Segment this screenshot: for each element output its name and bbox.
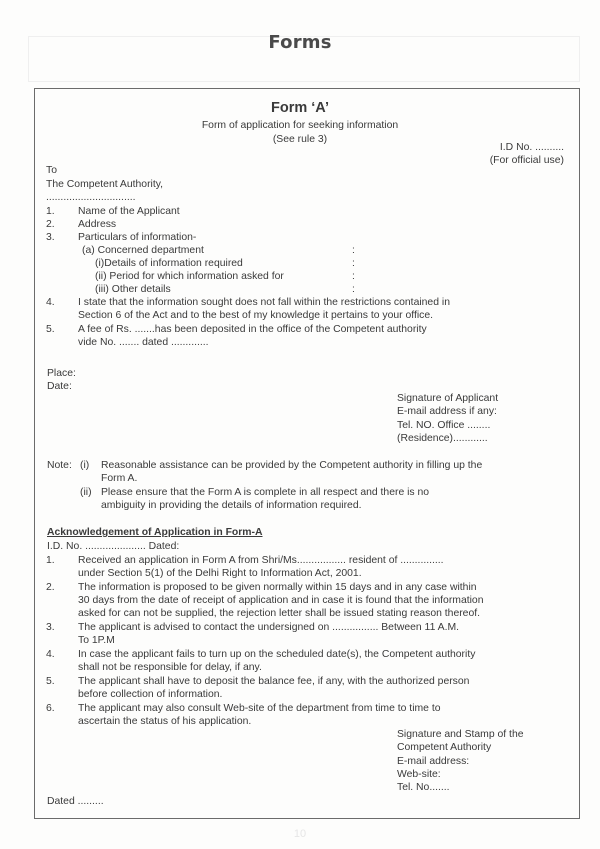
- to-label: To: [46, 165, 57, 176]
- item-number: 1.: [46, 555, 55, 566]
- subitem-other: (iii) Other details: [95, 284, 171, 295]
- note-number: (ii): [80, 487, 92, 498]
- note-2-line2: ambiguity in providing the details of information required.: [101, 500, 362, 511]
- ack-2-line2: 30 days from the date of receipt of application and in case it is found that the information: [78, 595, 484, 606]
- note-1-line2: Form A.: [101, 473, 138, 484]
- acknowledgement-heading: Acknowledgement of Application in Form-A: [47, 527, 263, 538]
- authority-email: E-mail address:: [397, 756, 470, 767]
- place-label: Place:: [47, 368, 76, 379]
- subitem-colon: :: [352, 284, 355, 295]
- date-label: Date:: [47, 381, 72, 392]
- ack-4-line1: In case the applicant fails to turn up on the scheduled date(s), the Competent authority: [78, 649, 476, 660]
- subitem-period: (ii) Period for which information asked for: [95, 271, 284, 282]
- item-number: 2.: [46, 582, 55, 593]
- id-number-field: I.D No. ..........: [499, 142, 564, 153]
- subitem-details: (i)Details of information required: [95, 258, 243, 269]
- ack-1-line1: Received an application in Form A from Shri/Ms................. resident of ...............: [78, 555, 444, 566]
- addressee-line: ...............................: [46, 192, 136, 203]
- ack-6-line1: The applicant may also consult Web-site of the department from time to time to: [78, 703, 441, 714]
- item-number: 3.: [46, 232, 55, 243]
- tel-office: Tel. NO. Office ........: [397, 420, 491, 431]
- page-title: Forms: [268, 32, 332, 53]
- note-2-line1: Please ensure that the Form A is complete in all respect and there is no: [101, 487, 430, 498]
- item-number: 3.: [46, 622, 55, 633]
- official-use-label: (For official use): [489, 155, 564, 166]
- authority-website: Web-site:: [397, 769, 441, 780]
- note-label: Note:: [47, 460, 72, 471]
- item-number: 2.: [46, 219, 55, 230]
- item5-line1: A fee of Rs. .......has been deposited in the office of the Competent authority: [78, 324, 427, 335]
- item5-line2: vide No. ....... dated .............: [78, 337, 209, 348]
- item-text: Name of the Applicant: [78, 206, 180, 217]
- note-number: (i): [80, 460, 90, 471]
- ack-5-line2: before collection of information.: [78, 689, 223, 700]
- tel-residence: (Residence)............: [397, 433, 488, 444]
- note-1-line1: Reasonable assistance can be provided by the Competent authority in filling up the: [101, 460, 483, 471]
- item-text: Particulars of information-: [78, 232, 197, 243]
- signature-applicant: Signature of Applicant: [397, 393, 499, 404]
- ack-5-line1: The applicant shall have to deposit the balance fee, if any, with the authorized person: [78, 676, 470, 687]
- subitem-colon: :: [352, 258, 355, 269]
- subitem-colon: :: [352, 245, 355, 256]
- ack-4-line2: shall not be responsible for delay, if any.: [78, 662, 262, 673]
- item-number: 5.: [46, 324, 55, 335]
- subitem-colon: :: [352, 271, 355, 282]
- item-text: Address: [78, 219, 117, 230]
- email-if-any: E-mail address if any:: [397, 406, 497, 417]
- item-number: 1.: [46, 206, 55, 217]
- item-number: 4.: [46, 649, 55, 660]
- ack-3-line2: To 1P.M: [78, 635, 115, 646]
- ack-3-line1: The applicant is advised to contact the undersigned on ................ Between 11 A.M.: [78, 622, 460, 633]
- item4-line1: I state that the information sought does not fall within the restrictions contained in: [78, 297, 450, 308]
- item-number: 5.: [46, 676, 55, 687]
- authority-name: Competent Authority: [397, 742, 492, 753]
- ack-2-line3: asked for can not be supplied, the rejection letter shall be issued stating reason thereof.: [78, 608, 481, 619]
- ack-id-line: I.D. No. ..................... Dated:: [47, 541, 180, 552]
- form-rule: (See rule 3): [272, 134, 328, 145]
- page-number: 10: [293, 828, 307, 840]
- form-subtitle: Form of application for seeking information: [201, 120, 399, 131]
- authority-tel: Tel. No.......: [397, 782, 450, 793]
- ack-2-line1: The information is proposed to be given normally within 15 days and in any case within: [78, 582, 477, 593]
- addressee: The Competent Authority,: [46, 179, 164, 190]
- ack-1-line2: under Section 5(1) of the Delhi Right to Information Act, 2001.: [78, 568, 362, 579]
- item4-line2: Section 6 of the Act and to the best of my knowledge it pertains to your office.: [78, 310, 434, 321]
- dated-field: Dated .........: [47, 796, 104, 807]
- item-number: 4.: [46, 297, 55, 308]
- authority-signature: Signature and Stamp of the: [397, 729, 524, 740]
- ack-6-line2: ascertain the status of his application.: [78, 716, 252, 727]
- item-number: 6.: [46, 703, 55, 714]
- subitem-department: (a) Concerned department: [82, 245, 204, 256]
- form-title: Form ‘A’: [270, 100, 329, 116]
